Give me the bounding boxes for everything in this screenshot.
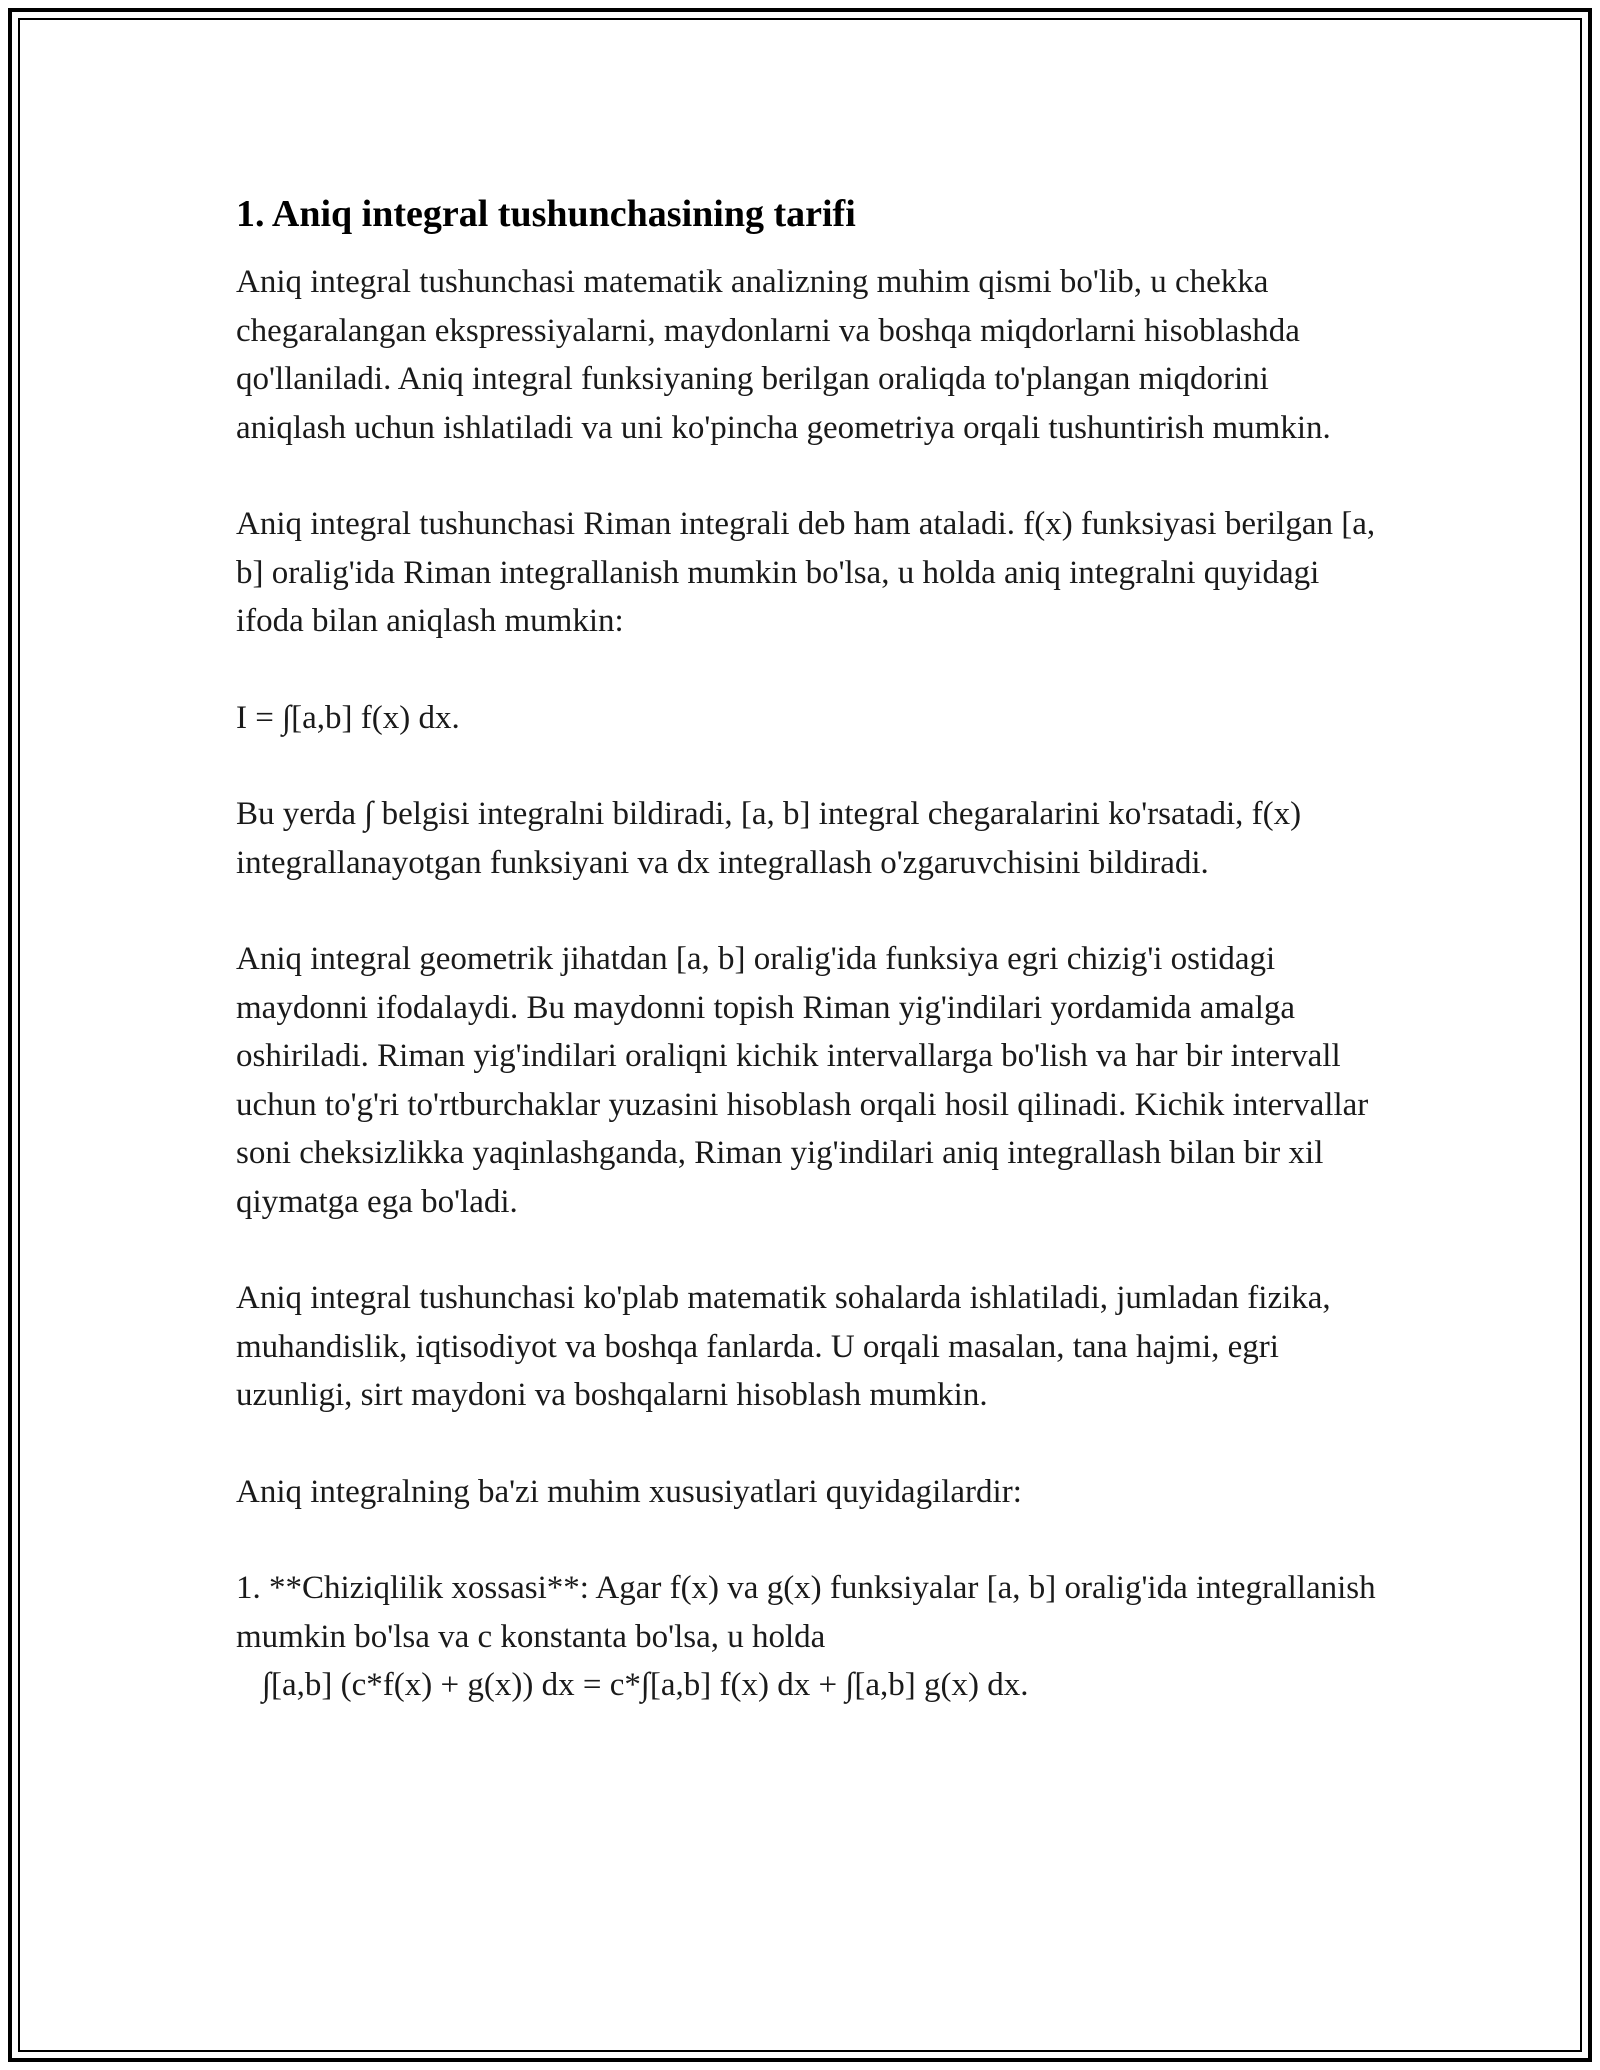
paragraph-applications: Aniq integral tushunchasi ko'plab matematik sohalarda ishlatiladi, jumladan fizika, muhandislik, iqtisodiyot va boshqa fanlarda. U orqali masalan, tana hajmi, egri uzunligi, sirt maydoni va boshqalarni hisoblash mumkin. (236, 1280, 1331, 1413)
paragraph-geometry: Aniq integral geometrik jihatdan [a, b] oralig'ida funksiya egri chizig'i ostidagi maydonni ifodalaydi. Bu maydonni topish Riman yig'indilari yordamida amalga oshiriladi. Riman yig'indilari oraliqni kichik intervallarga bo'lish va har bir intervall uchun to'g'ri to'rtburchaklar yuzasini hisoblash orqali hosil qilinadi. Kichik intervallar soni cheksizlikka yaqinlashganda, Riman yig'indilari aniq integrallash bilan bir xil qiymatga ega bo'ladi. (236, 941, 1369, 1220)
list-item-text: 1. **Chiziqlilik xossasi**: Agar f(x) va g(x) funksiyalar [a, b] oralig'ida integrallanish mumkin bo'lsa va c konstanta bo'lsa, u holda (236, 1570, 1376, 1655)
paragraph-properties-intro: Aniq integralning ba'zi muhim xususiyatlari quyidagilardir: (236, 1473, 1022, 1510)
section-heading: 1. Aniq integral tushunchasining tarifi (236, 193, 856, 235)
document-body (236, 188, 1376, 1758)
paragraph-intro: Aniq integral tushunchasi matematik analizning muhim qismi bo'lib, u chekka chegaralangan ekspressiyalarni, maydonlarni va boshqa miqdorlarni hisoblashda qo'llaniladi. Aniq integral funksiyaning berilgan oraliqda to'plangan miqdorini aniqlash uchun ishlatiladi va uni ko'pincha geometriya orqali tushuntirish mumkin. (236, 264, 1331, 446)
paragraph-riman: Aniq integral tushunchasi Riman integrali deb ham ataladi. f(x) funksiyasi berilgan [a, b] oralig'ida Riman integrallanish mumkin bo'lsa, u holda aniq integralni quyidagi ifoda bilan aniqlash mumkin: (236, 506, 1376, 639)
paragraph-notation: Bu yerda ∫ belgisi integralni bildiradi, [a, b] integral chegaralarini ko'rsatadi, f(x) integrallanayotgan funksiyani va dx integrallash o'zgaruvchisini bildiradi. (236, 796, 1302, 881)
list-item (236, 1564, 1376, 1710)
linearity-formula: ∫[a,b] (c*f(x) + g(x)) dx = c*∫[a,b] f(x) dx + ∫[a,b] g(x) dx. (262, 1667, 1029, 1703)
integral-formula: I = ∫[a,b] f(x) dx. (236, 699, 460, 736)
